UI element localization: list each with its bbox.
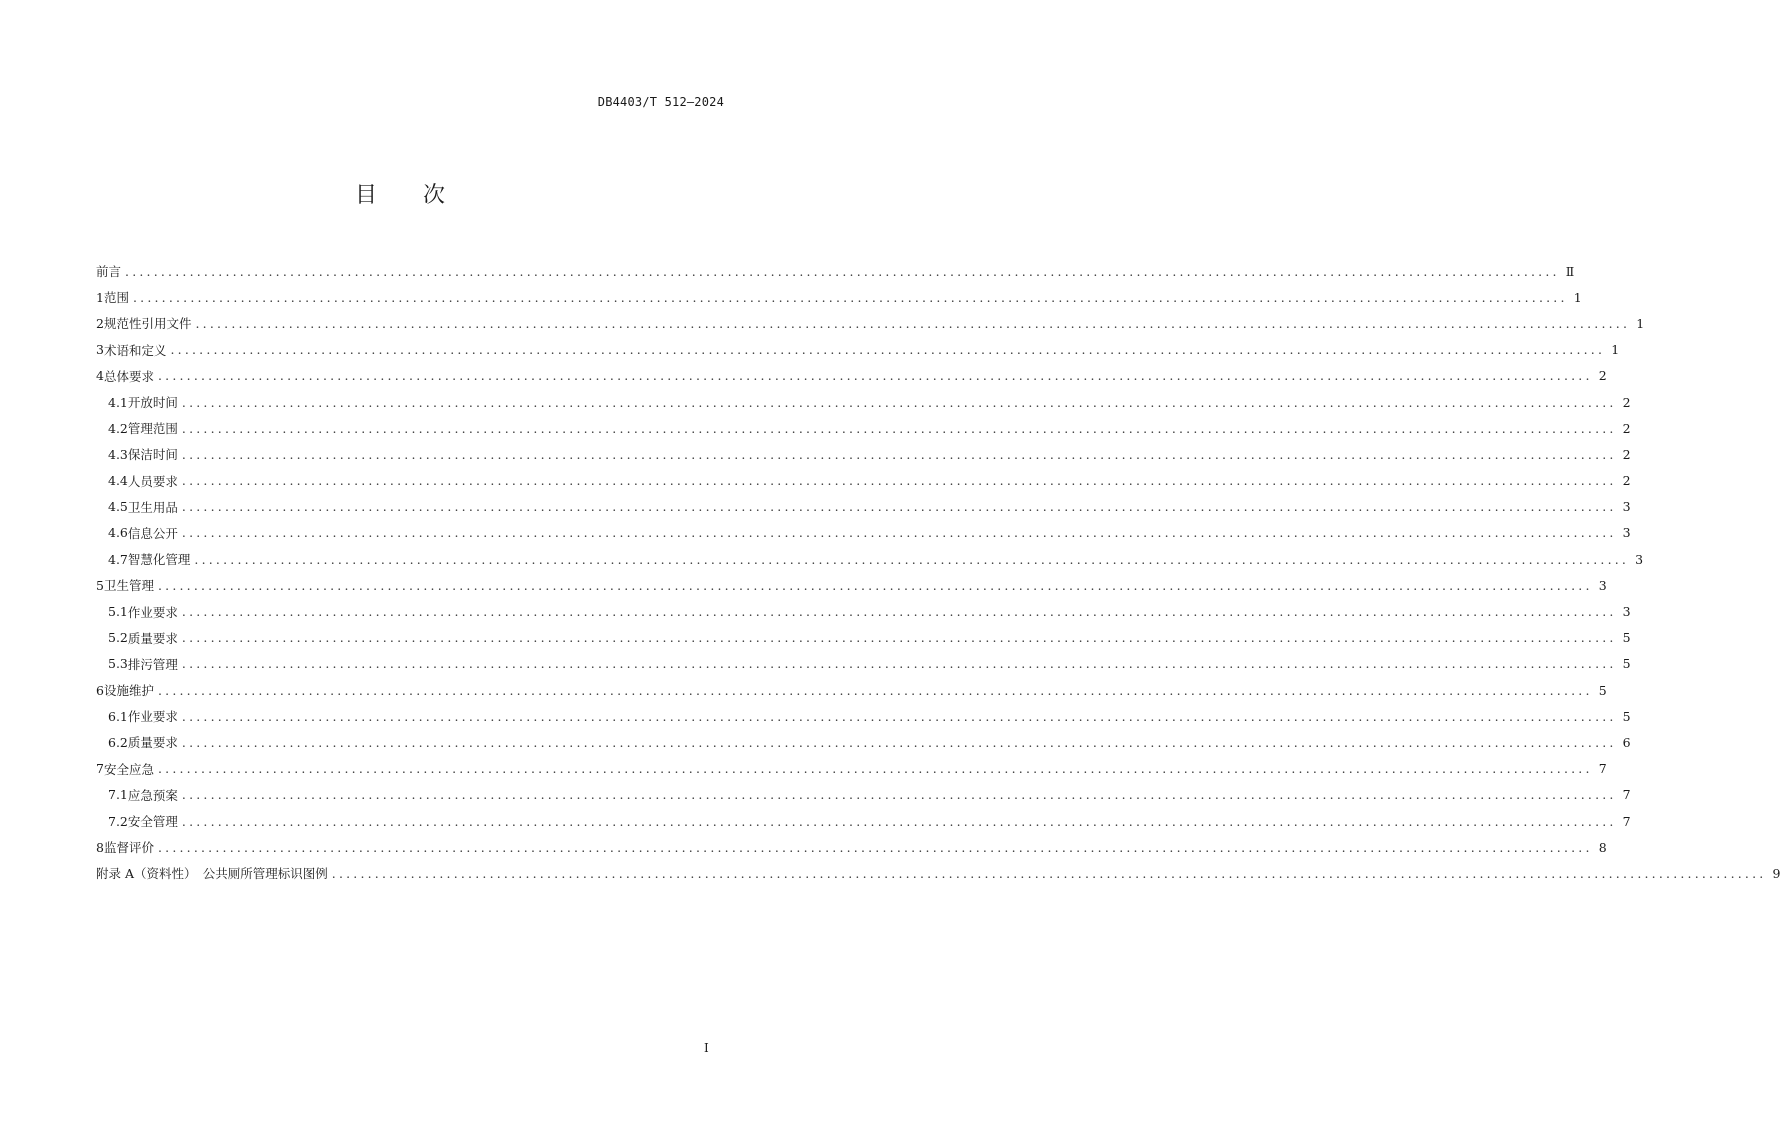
toc-entry-number: 7.1: [108, 787, 128, 803]
toc-entry-page: 3: [1598, 577, 1607, 593]
toc-entry-number: 4.2: [108, 420, 128, 436]
toc-entry[interactable]: [96, 572, 1607, 598]
toc-dot-leader: ........................................................................................................................................................................................................: [181, 446, 1617, 462]
toc-entry-number: 3: [96, 342, 104, 358]
toc-entry-label: 监督评价: [103, 840, 154, 856]
toc-entry-page: 3: [1622, 525, 1631, 541]
page-title: [0, 178, 800, 209]
toc-entry-number: 4.6: [108, 525, 128, 541]
toc-entry-page: 3: [1622, 604, 1631, 620]
toc-entry[interactable]: [96, 808, 1631, 834]
toc-entry-label: 保洁时间: [127, 447, 178, 463]
toc-dot-leader: ........................................................................................................................................................................................................: [132, 289, 1568, 305]
toc-entry-label: 安全应急: [103, 761, 154, 777]
toc-entry-page: 2: [1622, 473, 1631, 489]
toc-dot-leader: ........................................................................................................................................................................................................: [157, 761, 1593, 777]
toc-dot-leader: ........................................................................................................................................................................................................: [181, 734, 1617, 750]
toc-entry-label: 前言: [96, 264, 122, 280]
toc-entry[interactable]: [96, 494, 1631, 520]
toc-entry-label: 术语和定义: [103, 342, 167, 358]
toc-entry-page: 5: [1622, 630, 1631, 646]
toc-dot-leader: ........................................................................................................................................................................................................: [195, 315, 1631, 331]
toc-entry-label: 卫生管理: [103, 578, 154, 594]
toc-dot-leader: ........................................................................................................................................................................................................: [181, 787, 1617, 803]
toc-entry-number: 2: [96, 315, 104, 331]
toc-entry-label: 作业要求: [127, 604, 178, 620]
toc-dot-leader: ........................................................................................................................................................................................................: [157, 577, 1593, 593]
toc-entry-number: 4: [96, 368, 104, 384]
toc-dot-leader: ........................................................................................................................................................................................................: [181, 499, 1617, 515]
toc-entry[interactable]: [96, 729, 1631, 755]
toc-entry[interactable]: [96, 860, 1780, 886]
page-number: I: [704, 1041, 709, 1055]
toc-entry-page: 7: [1622, 787, 1631, 803]
toc-entry-page: 1: [1611, 342, 1620, 358]
toc-entry[interactable]: [96, 703, 1631, 729]
toc-entry-label: 人员要求: [127, 473, 178, 489]
toc-entry-label: 作业要求: [127, 709, 178, 725]
toc-dot-leader: ........................................................................................................................................................................................................: [181, 604, 1617, 620]
title-char: 目: [354, 183, 377, 208]
toc-dot-leader: ........................................................................................................................................................................................................: [181, 656, 1617, 672]
toc-entry-number: 5.1: [108, 604, 128, 620]
toc-entry[interactable]: [96, 310, 1645, 336]
toc-entry-label: 智慧化管理: [127, 552, 191, 568]
toc-entry-label: 开放时间: [127, 395, 178, 411]
toc-entry[interactable]: [96, 363, 1607, 389]
document-code: DB4403/T 512—2024: [597, 95, 724, 109]
toc-entry-label: 信息公开: [127, 525, 178, 541]
toc-entry-page: 5: [1622, 656, 1631, 672]
toc-entry-page: 8: [1598, 839, 1607, 855]
toc-entry[interactable]: [96, 834, 1607, 860]
toc-entry-label: 排污管理: [127, 656, 178, 672]
toc-entry-number: 4.3: [108, 446, 128, 462]
toc-entry-number: 5.2: [108, 630, 128, 646]
toc-entry-number: 4.7: [108, 551, 128, 567]
toc-entry-number: 5.3: [108, 656, 128, 672]
toc-entry[interactable]: [96, 651, 1631, 677]
toc-entry-number: 5: [96, 577, 104, 593]
toc-entry-page: 1: [1573, 289, 1582, 305]
toc-entry[interactable]: [96, 389, 1631, 415]
toc-entry-label: 应急预案: [127, 787, 178, 803]
toc-entry-label: 附录 A（资料性） 公共厕所管理标识图例: [96, 866, 328, 882]
toc-entry-label: 范围: [103, 290, 129, 306]
toc-entry-page: 7: [1598, 761, 1607, 777]
toc-entry-page: 2: [1622, 394, 1631, 410]
toc-dot-leader: ........................................................................................................................................................................................................: [125, 263, 1560, 279]
toc-dot-leader: ........................................................................................................................................................................................................: [157, 682, 1593, 698]
toc-dot-leader: ........................................................................................................................................................................................................: [157, 368, 1593, 384]
toc-entry[interactable]: [96, 284, 1582, 310]
toc-entry[interactable]: [96, 258, 1575, 284]
toc-entry-label: 质量要求: [127, 735, 178, 751]
toc-dot-leader: ........................................................................................................................................................................................................: [181, 394, 1617, 410]
toc-entry-number: 7.2: [108, 813, 128, 829]
toc-entry-number: 8: [96, 839, 104, 855]
toc-entry[interactable]: [96, 337, 1620, 363]
toc-entry-page: 6: [1622, 734, 1631, 750]
toc-entry[interactable]: [96, 441, 1631, 467]
toc-entry-number: 6.1: [108, 708, 128, 724]
toc-entry-page: 9: [1772, 865, 1780, 881]
toc-entry-page: 1: [1636, 315, 1645, 331]
toc-entry-number: 6.2: [108, 734, 128, 750]
toc-entry-number: 4.4: [108, 473, 128, 489]
toc-entry[interactable]: [96, 546, 1644, 572]
toc-entry-label: 规范性引用文件: [103, 316, 192, 332]
toc-dot-leader: ........................................................................................................................................................................................................: [181, 525, 1617, 541]
toc-entry[interactable]: [96, 468, 1631, 494]
toc-entry-label: 质量要求: [127, 630, 178, 646]
toc-entry-page: 2: [1622, 420, 1631, 436]
toc-dot-leader: ........................................................................................................................................................................................................: [194, 551, 1630, 567]
toc-entry-number: 7: [96, 761, 104, 777]
toc-dot-leader: ........................................................................................................................................................................................................: [181, 473, 1617, 489]
table-of-contents: [96, 258, 1780, 887]
toc-entry-label: 总体要求: [103, 368, 154, 384]
toc-entry-number: 6: [96, 682, 104, 698]
toc-entry-page: 5: [1622, 708, 1631, 724]
toc-entry-page: 2: [1598, 368, 1607, 384]
title-char: 次: [423, 183, 446, 208]
toc-dot-leader: ........................................................................................................................................................................................................: [170, 342, 1606, 358]
toc-entry-page: Ⅱ: [1565, 263, 1575, 279]
toc-entry-label: 管理范围: [127, 421, 178, 437]
toc-entry[interactable]: [96, 756, 1607, 782]
toc-entry-number: 4.1: [108, 394, 128, 410]
toc-dot-leader: ........................................................................................................................................................................................................: [181, 420, 1617, 436]
toc-entry-page: 5: [1598, 682, 1607, 698]
toc-entry-label: 卫生用品: [127, 499, 178, 515]
toc-dot-leader: ........................................................................................................................................................................................................: [181, 630, 1617, 646]
toc-dot-leader: ........................................................................................................................................................................................................: [157, 839, 1593, 855]
toc-entry-page: 2: [1622, 446, 1631, 462]
toc-entry[interactable]: [96, 415, 1631, 441]
toc-entry[interactable]: [96, 677, 1607, 703]
toc-dot-leader: ........................................................................................................................................................................................................: [331, 865, 1767, 881]
toc-dot-leader: ........................................................................................................................................................................................................: [181, 708, 1617, 724]
toc-entry[interactable]: [96, 625, 1631, 651]
toc-entry[interactable]: [96, 598, 1631, 624]
toc-entry-page: 3: [1635, 551, 1644, 567]
toc-entry-page: 3: [1622, 499, 1631, 515]
toc-entry[interactable]: [96, 782, 1631, 808]
toc-entry-label: 安全管理: [127, 814, 178, 830]
toc-entry-number: 4.5: [108, 499, 128, 515]
toc-entry-number: 1: [96, 289, 104, 305]
toc-dot-leader: ........................................................................................................................................................................................................: [181, 813, 1617, 829]
toc-entry-page: 7: [1622, 813, 1631, 829]
toc-entry[interactable]: [96, 520, 1631, 546]
toc-entry-label: 设施维护: [103, 683, 154, 699]
